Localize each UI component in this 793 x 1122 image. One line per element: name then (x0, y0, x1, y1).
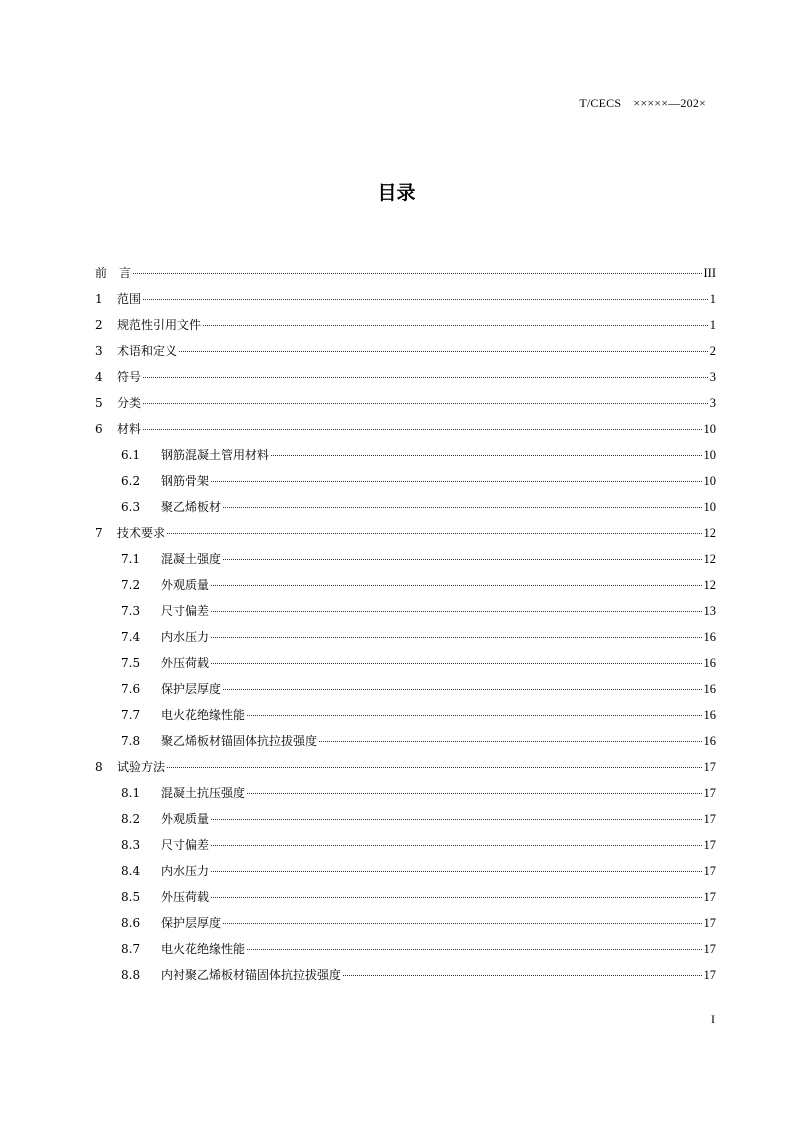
toc-entry-label: 内水压力 (161, 864, 210, 878)
toc-subentry[interactable] (95, 962, 716, 988)
toc-entry-label: 规范性引用文件 (117, 318, 202, 332)
toc-entry-label: 尺寸偏差 (161, 604, 210, 618)
toc-entry-page: 17 (703, 968, 716, 982)
toc-entry-label: 外压荷载 (161, 656, 210, 670)
toc-entry[interactable] (95, 312, 716, 338)
page-number: I (711, 1012, 715, 1026)
toc-entry-page: III (703, 266, 716, 280)
toc-entry-page: 13 (703, 604, 716, 618)
toc-entry-page: 17 (703, 760, 716, 774)
toc-entry[interactable] (95, 390, 716, 416)
dot-leader (167, 533, 701, 534)
toc-entry-label: 聚乙烯板材 (161, 500, 222, 514)
dot-leader (203, 325, 708, 326)
dot-leader (211, 845, 701, 846)
toc-entry-label: 电火花绝缘性能 (161, 942, 246, 956)
toc-entry-label: 电火花绝缘性能 (161, 708, 246, 722)
dot-leader (211, 481, 701, 482)
toc-entry-page: 16 (703, 734, 716, 748)
toc-entry-label: 范围 (117, 292, 142, 306)
toc-subentry[interactable] (95, 702, 716, 728)
toc-entry-label: 钢筋骨架 (161, 474, 210, 488)
toc-entry-page: 1 (709, 292, 716, 306)
dot-leader (343, 975, 701, 976)
dot-leader (223, 689, 701, 690)
toc-entry[interactable] (95, 260, 716, 286)
toc-subentry[interactable] (95, 624, 716, 650)
dot-leader (143, 429, 701, 430)
toc-entry-number: 6.3 (121, 500, 141, 514)
toc-entry-label: 试验方法 (117, 760, 166, 774)
toc-entry-page: 3 (709, 370, 716, 384)
toc-entry-label: 术语和定义 (117, 344, 178, 358)
toc-entry-number: 8.3 (121, 838, 141, 852)
toc-entry-label: 外观质量 (161, 812, 210, 826)
toc-entry-label: 保护层厚度 (161, 916, 222, 930)
dot-leader (211, 819, 701, 820)
toc-entry-number: 7 (95, 526, 103, 540)
toc-entry[interactable] (95, 338, 716, 364)
toc-entry-label: 尺寸偏差 (161, 838, 210, 852)
toc-entry-label: 前 言 (95, 266, 132, 280)
toc-entry-page: 10 (703, 422, 716, 436)
toc-subentry[interactable] (95, 676, 716, 702)
toc-entry-number: 7.4 (121, 630, 141, 644)
toc-entry-page: 16 (703, 630, 716, 644)
toc-entry-label: 外观质量 (161, 578, 210, 592)
table-of-contents (95, 260, 716, 988)
toc-entry-page: 17 (703, 890, 716, 904)
toc-entry[interactable] (95, 520, 716, 546)
toc-entry[interactable] (95, 416, 716, 442)
dot-leader (211, 585, 701, 586)
toc-entry-page: 17 (703, 786, 716, 800)
page-title: 目录 (377, 182, 416, 204)
toc-entry-label: 分类 (117, 396, 142, 410)
toc-subentry[interactable] (95, 546, 716, 572)
toc-subentry[interactable] (95, 442, 716, 468)
toc-subentry[interactable] (95, 806, 716, 832)
toc-subentry[interactable] (95, 572, 716, 598)
toc-entry-number: 7.7 (121, 708, 141, 722)
toc-entry-number: 7.1 (121, 552, 141, 566)
dot-leader (143, 377, 708, 378)
dot-leader (143, 299, 708, 300)
toc-subentry[interactable] (95, 884, 716, 910)
dot-leader (211, 637, 701, 638)
toc-entry-number: 2 (95, 318, 103, 332)
toc-entry-number: 8 (95, 760, 103, 774)
toc-entry-number: 7.8 (121, 734, 141, 748)
dot-leader (179, 351, 708, 352)
dot-leader (211, 871, 701, 872)
toc-entry-label: 保护层厚度 (161, 682, 222, 696)
dot-leader (133, 273, 701, 274)
toc-entry[interactable] (95, 364, 716, 390)
dot-leader (167, 767, 701, 768)
toc-entry-label: 混凝土抗压强度 (161, 786, 246, 800)
toc-entry[interactable] (95, 286, 716, 312)
dot-leader (211, 611, 701, 612)
toc-subentry[interactable] (95, 494, 716, 520)
toc-entry-number: 3 (95, 344, 103, 358)
dot-leader (247, 715, 701, 716)
toc-entry-page: 16 (703, 682, 716, 696)
toc-entry-number: 7.3 (121, 604, 141, 618)
dot-leader (247, 949, 701, 950)
toc-entry-label: 钢筋混凝土管用材料 (161, 448, 270, 462)
toc-entry[interactable] (95, 754, 716, 780)
toc-entry-number: 7.2 (121, 578, 141, 592)
dot-leader (211, 663, 701, 664)
toc-entry-label: 技术要求 (117, 526, 166, 540)
dot-leader (247, 793, 701, 794)
toc-entry-page: 17 (703, 864, 716, 878)
dot-leader (319, 741, 701, 742)
toc-entry-number: 6.1 (121, 448, 141, 462)
toc-entry-page: 12 (703, 578, 716, 592)
toc-entry-label: 外压荷载 (161, 890, 210, 904)
toc-entry-number: 7.6 (121, 682, 141, 696)
toc-entry-label: 材料 (117, 422, 142, 436)
toc-entry-page: 2 (709, 344, 716, 358)
toc-entry-page: 16 (703, 656, 716, 670)
toc-subentry[interactable] (95, 598, 716, 624)
toc-entry-number: 1 (95, 292, 103, 306)
toc-entry-page: 17 (703, 916, 716, 930)
toc-entry-number: 6 (95, 422, 103, 436)
toc-entry-label: 聚乙烯板材锚固体抗拉拔强度 (161, 734, 318, 748)
dot-leader (271, 455, 701, 456)
toc-entry-label: 符号 (117, 370, 142, 384)
toc-entry-page: 1 (709, 318, 716, 332)
toc-entry-page: 3 (709, 396, 716, 410)
dot-leader (223, 923, 701, 924)
toc-entry-label: 内衬聚乙烯板材锚固体抗拉拔强度 (161, 968, 342, 982)
toc-subentry[interactable] (95, 832, 716, 858)
toc-entry-number: 8.6 (121, 916, 141, 930)
toc-entry-page: 10 (703, 500, 716, 514)
toc-subentry[interactable] (95, 910, 716, 936)
document-code: T/CECS ×××××—202× (579, 96, 706, 110)
toc-entry-number: 8.4 (121, 864, 141, 878)
toc-entry-number: 8.5 (121, 890, 141, 904)
toc-entry-number: 5 (95, 396, 103, 410)
toc-entry-page: 10 (703, 448, 716, 462)
toc-entry-number: 8.8 (121, 968, 141, 982)
toc-entry-page: 16 (703, 708, 716, 722)
toc-subentry[interactable] (95, 650, 716, 676)
toc-entry-page: 17 (703, 942, 716, 956)
toc-entry-page: 10 (703, 474, 716, 488)
toc-subentry[interactable] (95, 780, 716, 806)
toc-entry-label: 内水压力 (161, 630, 210, 644)
toc-subentry[interactable] (95, 858, 716, 884)
toc-entry-number: 8.2 (121, 812, 141, 826)
dot-leader (223, 559, 701, 560)
toc-entry-number: 6.2 (121, 474, 141, 488)
toc-entry-label: 混凝土强度 (161, 552, 222, 566)
dot-leader (223, 507, 701, 508)
toc-entry-number: 8.7 (121, 942, 141, 956)
toc-subentry[interactable] (95, 728, 716, 754)
toc-subentry[interactable] (95, 936, 716, 962)
toc-entry-page: 17 (703, 838, 716, 852)
toc-entry-number: 7.5 (121, 656, 141, 670)
toc-entry-number: 8.1 (121, 786, 141, 800)
dot-leader (211, 897, 701, 898)
toc-entry-number: 4 (95, 370, 103, 384)
toc-entry-page: 17 (703, 812, 716, 826)
toc-subentry[interactable] (95, 468, 716, 494)
toc-entry-page: 12 (703, 526, 716, 540)
toc-entry-page: 12 (703, 552, 716, 566)
dot-leader (143, 403, 708, 404)
